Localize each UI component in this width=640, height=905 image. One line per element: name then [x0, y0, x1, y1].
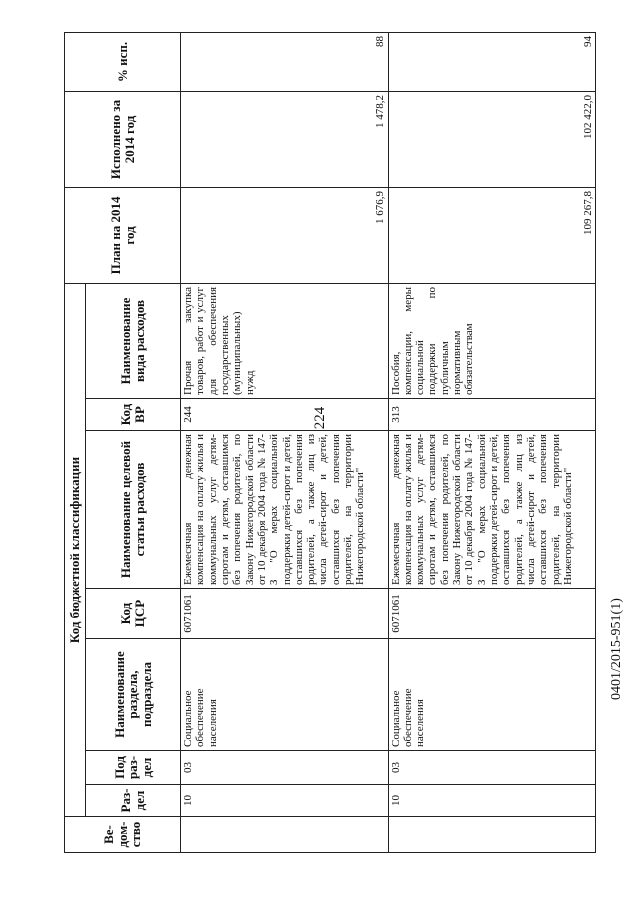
header-row-group — [65, 32, 86, 852]
cell-name-section: Социальное обеспечение населения — [181, 639, 389, 751]
budget-table — [64, 32, 596, 853]
header-csr: Код ЦСР — [86, 589, 181, 639]
cell-vr: 244 — [181, 399, 389, 431]
header-group-classification: Код бюджетной классификации — [65, 283, 86, 816]
cell-podrazdel: 03 — [181, 751, 389, 785]
header-vr: Код ВР — [86, 399, 181, 431]
header-name-section: Наименование раздела, подраздела — [86, 639, 181, 751]
header-name-vr: Наименование вида расходов — [86, 283, 181, 398]
cell-razdel: 10 — [181, 785, 389, 817]
cell-name-article: Ежемесячная денежная компенсация на оплату жилья и коммунальных услуг детям-сиротам и детям, оставшимся без попечения родителей, по Закону Нижегородской области от 10 декабря 2004 года № 147-З "О мерах социальной поддержки детей-сирот и детей, оставшихся без попечения родителей, а также лиц из числа детей-сирот и детей, оставшихся без попечения родителей, на территории Нижегородской области" — [181, 431, 389, 589]
cell-plan: 1 676,9 — [181, 187, 389, 283]
cell-percent: 94 — [388, 32, 596, 91]
header-razdel: Раз-дел — [86, 785, 181, 817]
header-vedomstvo: Ве-дом-ство — [65, 817, 181, 853]
cell-executed: 102 422,0 — [388, 91, 596, 187]
cell-percent: 88 — [181, 32, 389, 91]
cell-name-section: Социальное обеспечение населения — [388, 639, 596, 751]
cell-podrazdel: 03 — [388, 751, 596, 785]
header-plan: План на 2014 год — [65, 187, 181, 283]
cell-plan: 109 267,8 — [388, 187, 596, 283]
table-row — [181, 32, 389, 852]
cell-csr: 6071061 — [181, 589, 389, 639]
cell-name-vr: Прочая закупка товаров, работ и услуг для обеспечения государственных (муниципальных) нужд — [181, 283, 389, 398]
header-percent: % исп. — [65, 32, 181, 91]
document-code: 0401/2015-951(1) — [609, 598, 624, 700]
cell-csr: 6071061 — [388, 589, 596, 639]
header-executed: Исполнено за 2014 год — [65, 91, 181, 187]
cell-name-article: Ежемесячная денежная компенсация на оплату жилья и коммунальных услуг детям-сиротам и детям, оставшимся без попечения родителей, по Закону Нижегородской области от 10 декабря 2004 года № 147-З "О мерах социальной поддержки детей-сирот и детей, оставшихся без попечения родителей, а также лиц из числа детей-сирот и детей, оставшихся без попечения родителей, на территории Нижегородской области" — [388, 431, 596, 589]
cell-vedomstvo — [388, 817, 596, 853]
table-row — [388, 32, 596, 852]
cell-razdel: 10 — [388, 785, 596, 817]
header-name-article: Наименование целевой статьи расходов — [86, 431, 181, 589]
header-podrazdel: Под раз-дел — [86, 751, 181, 785]
cell-vr: 313 — [388, 399, 596, 431]
page-number: 224 — [312, 406, 328, 430]
budget-table-container — [64, 33, 596, 853]
cell-executed: 1 478,2 — [181, 91, 389, 187]
cell-name-vr: Пособия, компенсации, меры социальной поддержки по публичным нормативным обязательствам — [388, 283, 596, 398]
cell-vedomstvo — [181, 817, 389, 853]
